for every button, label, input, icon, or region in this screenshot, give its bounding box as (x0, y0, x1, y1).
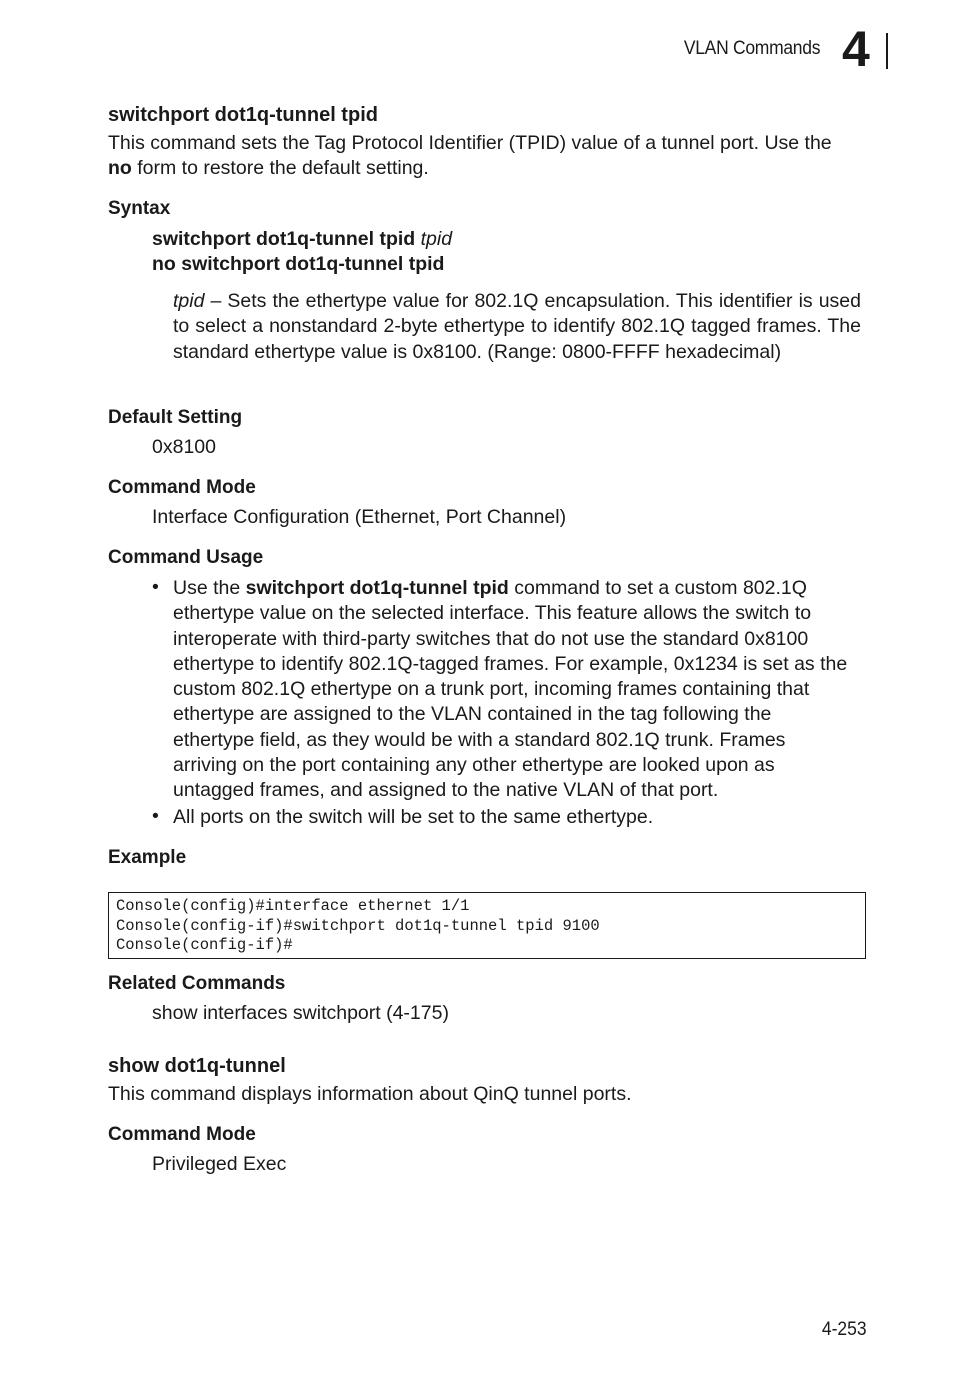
command-mode-value-2: Privileged Exec (152, 1153, 287, 1175)
bullet-line: custom 802.1Q ethertype on a trunk port, incoming frames containing that (173, 678, 810, 701)
bullet-marker: • (152, 805, 159, 827)
bullet-line: ethertype are assigned to the VLAN contained in the tag following the (173, 703, 772, 726)
bullet-line: ethertype field, as they would be with a standard 802.1Q trunk. Frames (173, 728, 786, 751)
syntax-heading: Syntax (108, 198, 171, 219)
code-line: Console(config-if)#switchport dot1q-tunnel tpid 9100 (116, 916, 600, 935)
related-command-link: show interfaces switchport (4-175) (152, 1002, 449, 1024)
command-usage-heading: Command Usage (108, 547, 264, 568)
code-line: Console(config-if)# (116, 936, 293, 954)
command-mode-heading: Command Mode (108, 477, 256, 498)
parameter-name: tpid (173, 290, 205, 312)
parameter-description (173, 289, 861, 365)
chapter-number: 4 (842, 21, 870, 77)
default-setting-heading: Default Setting (108, 407, 243, 428)
chapter-rule (886, 33, 888, 69)
command-mode-value: Interface Configuration (Ethernet, Port Channel) (152, 506, 567, 528)
syntax-line (152, 227, 452, 252)
default-setting-value: 0x8100 (152, 436, 216, 458)
usage-bullet (173, 576, 873, 804)
page-number: 4-253 (822, 1319, 867, 1340)
syntax-no-command: no switchport dot1q-tunnel tpid (152, 253, 445, 275)
related-commands-heading: Related Commands (108, 973, 286, 994)
command-title: switchport dot1q-tunnel tpid (108, 104, 378, 126)
code-line: Console(config)#interface ethernet 1/1 (116, 897, 470, 915)
description-text: This command sets the Tag Protocol Identifier (TPID) value of a tunnel port. Use the (108, 132, 832, 154)
syntax-no-line (152, 252, 444, 277)
syntax-argument: tpid (420, 228, 453, 250)
example-code-box (108, 892, 866, 959)
bullet-line: arriving on the port containing any other ethertype are looked upon as (173, 754, 775, 777)
bullet-marker: • (152, 576, 159, 598)
bullet-line: ethertype to identify 802.1Q-tagged frames. For example, 0x1234 is set as the (173, 652, 848, 675)
command-mode-heading-2: Command Mode (108, 1124, 256, 1145)
running-header: VLAN Commands (683, 38, 820, 59)
example-heading: Example (108, 847, 187, 868)
command-description (108, 131, 878, 182)
description-text-cont: form to restore the default setting. (131, 157, 429, 180)
bullet-line: ethertype value on the selected interface. This feature allows the switch to (173, 602, 812, 625)
command-title-2: show dot1q-tunnel (108, 1055, 286, 1077)
bullet-line: untagged frames, and assigned to the native VLAN of that port. (173, 779, 719, 802)
no-keyword: no (108, 157, 132, 180)
parameter-text: – Sets the ethertype value for 802.1Q encapsulation. This identifier is used to select a nonstandard 2-byte ethertype to identify 802.1Q tagged frames. The standard ethertype value is 0x8100. (Range: 0800-FFFF hexadecimal) (173, 290, 861, 363)
bullet-text: Use the (173, 577, 246, 599)
bullet-text-cont: command to set a custom 802.1Q (508, 577, 807, 599)
bullet-command: switchport dot1q-tunnel tpid (245, 577, 509, 599)
usage-bullet-2: All ports on the switch will be set to the same ethertype. (173, 806, 654, 828)
command-description-2: This command displays information about QinQ tunnel ports. (108, 1083, 632, 1105)
bullet-line: interoperate with third-party switches that do not use the standard 0x8100 (173, 627, 809, 650)
syntax-command: switchport dot1q-tunnel tpid (152, 228, 416, 250)
